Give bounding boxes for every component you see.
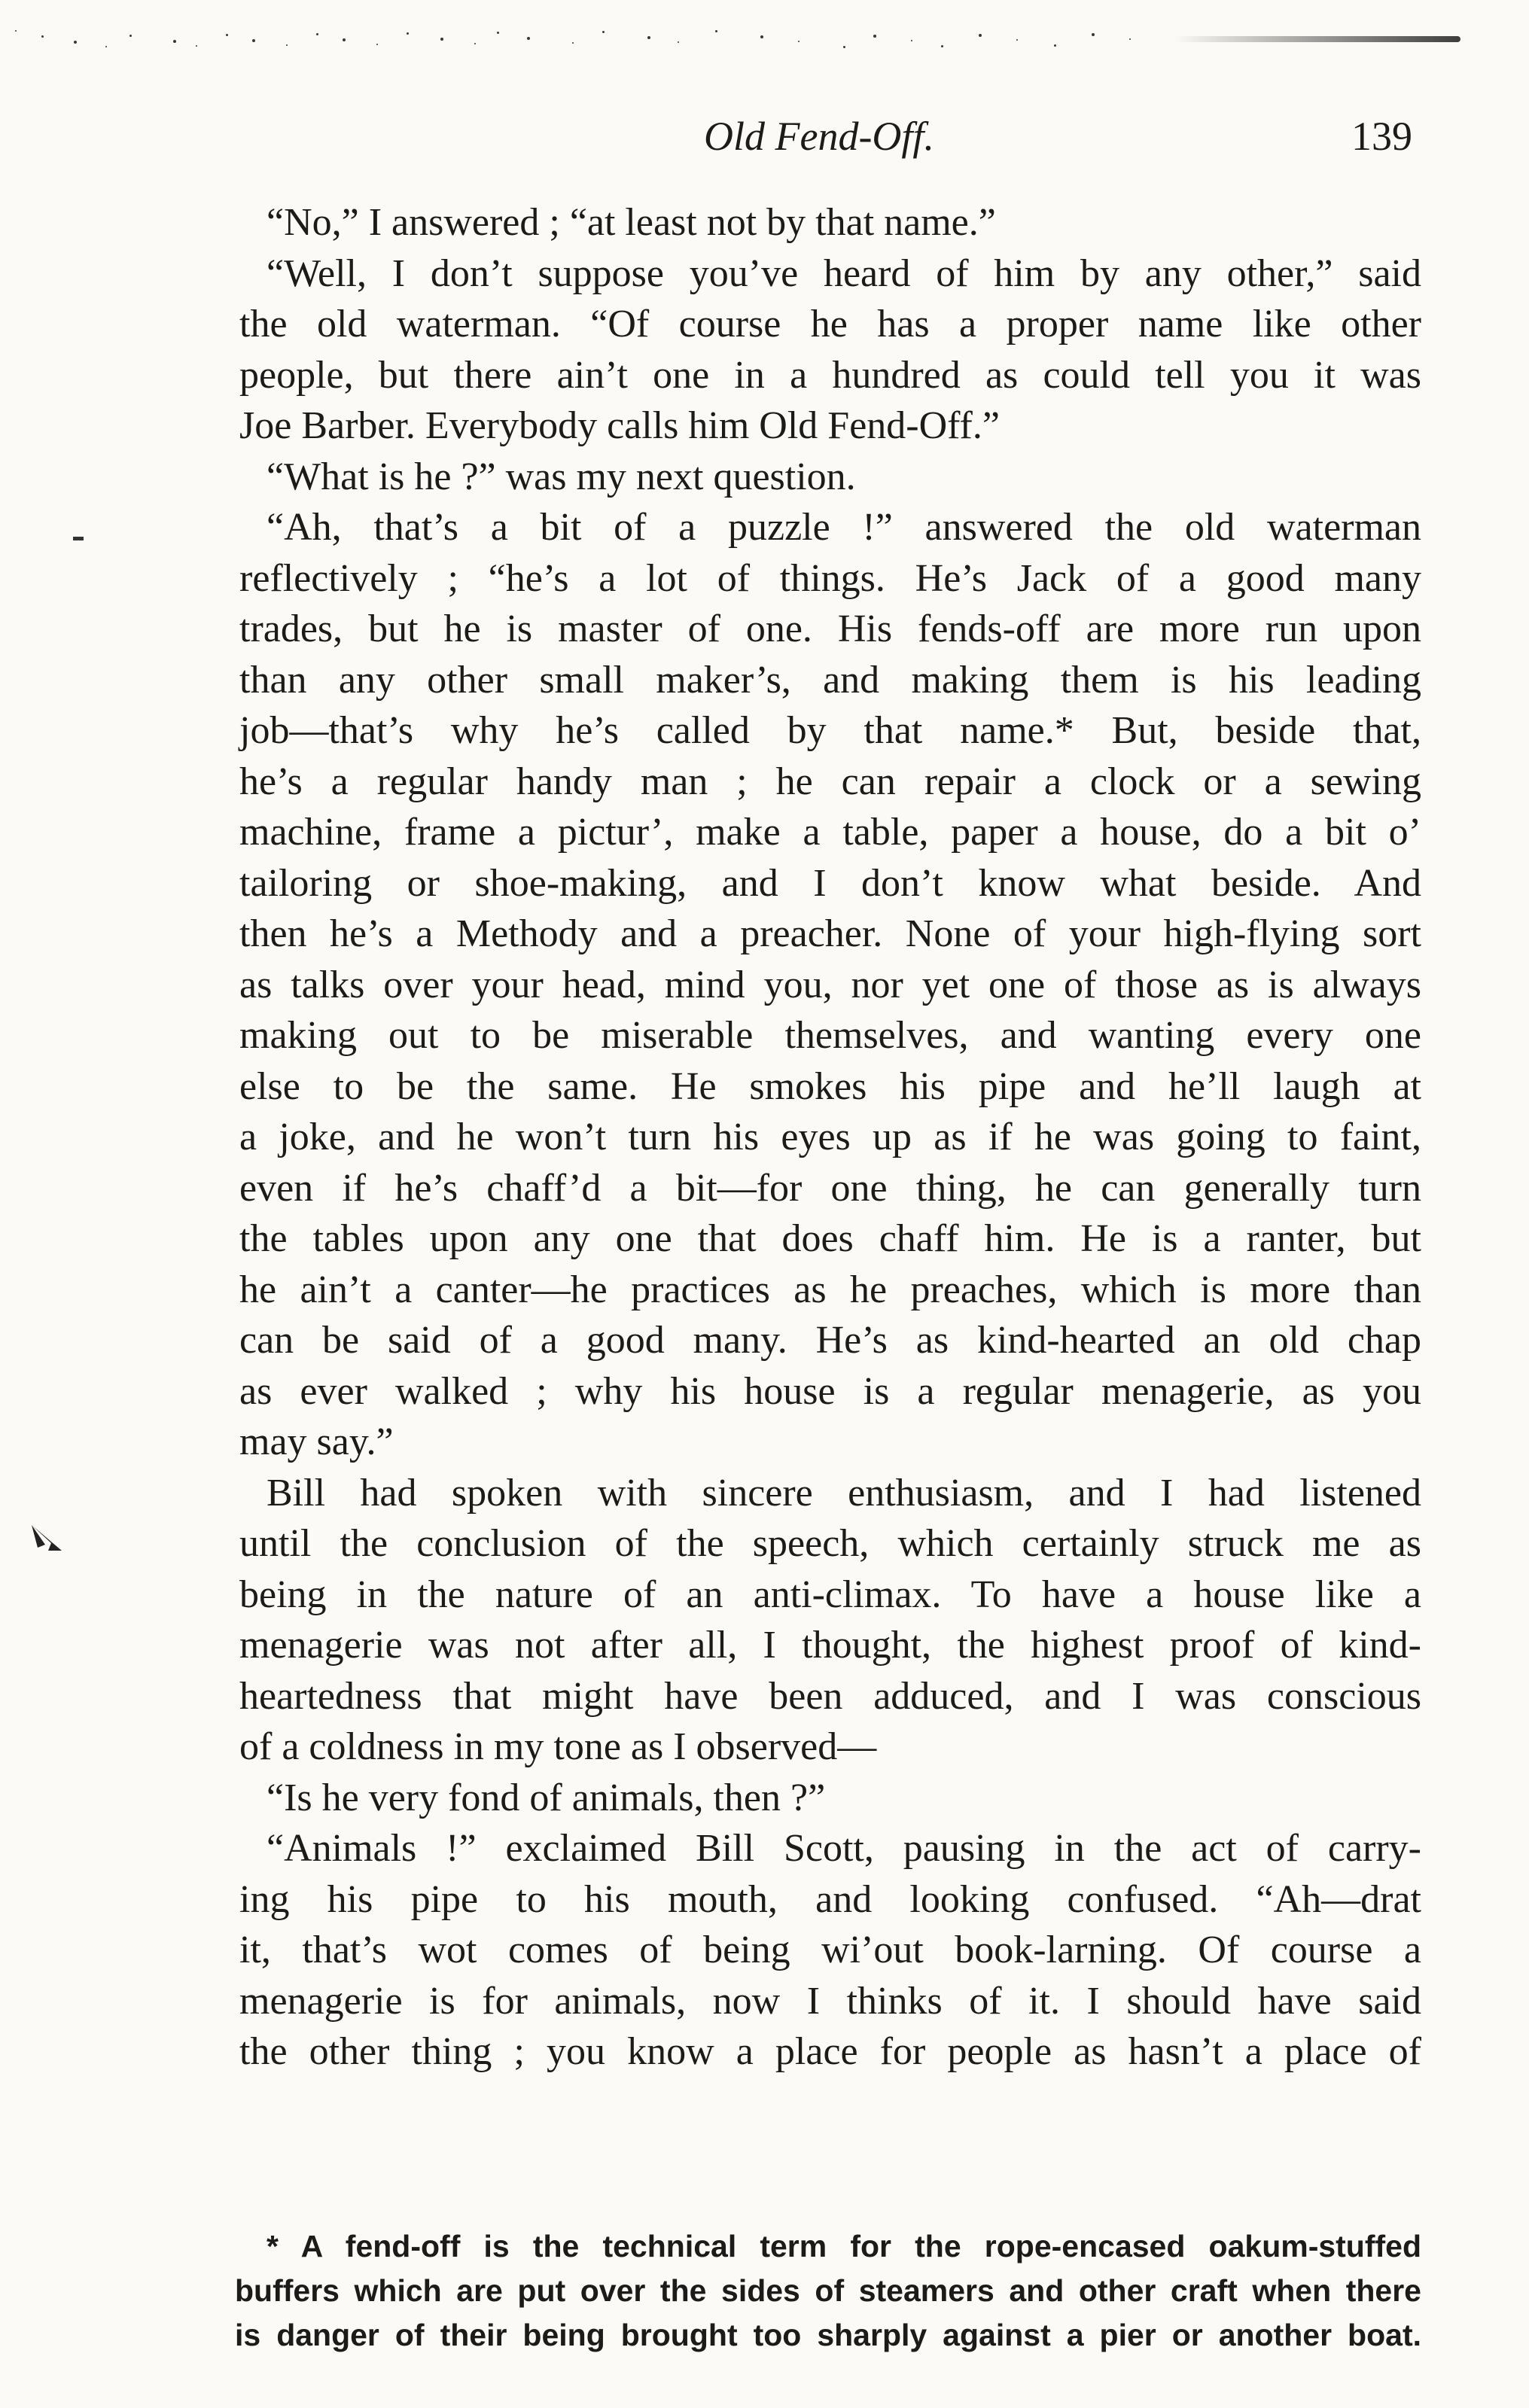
text-line: being in the nature of an anti-climax. To have a house like a [239,1572,1421,1616]
speck-mark [252,39,255,42]
text-line: then he’s a Methody and a preacher. None of your high-flying sort [239,912,1421,955]
speck-mark [873,35,876,38]
text-line: making out to be miserable themselves, and wanting every one [239,1014,1421,1057]
text-line: than any other small maker’s, and making them is his leading [239,658,1421,702]
text-line: it, that’s wot comes of being wi’out book-larning. Of course a [239,1929,1421,1971]
speck-mark [440,38,443,41]
speck-mark [41,35,44,38]
speck-mark [602,31,605,33]
text-line: the old waterman. “Of course he has a proper name like other [239,303,1421,346]
speck-mark [1129,38,1131,40]
text-line: he’s a regular handy man ; he can repair a clock or a sewing [239,760,1421,803]
text-line: “No,” I answered ; “at least not by that name.” [267,201,996,244]
text-line: Bill had spoken with sincere enthusiasm, and I had listened [267,1471,1421,1515]
speck-mark [941,45,943,47]
text-line: Joe Barber. Everybody calls him Old Fend-Off.” [239,404,1000,447]
speck-mark [843,46,845,48]
footnote [235,2224,1421,2358]
text-line: “Ah, that’s a bit of a puzzle !” answered the old waterman [267,506,1421,549]
text-line: may say.” [239,1420,394,1463]
running-title: Old Fend-Off. [704,114,934,159]
text-line: reflectively ; “he’s a lot of things. He’s Jack of a good many [239,556,1421,600]
text-line: until the conclusion of the speech, which certainly struck me as [239,1522,1421,1565]
speck-mark [798,41,800,42]
speck-mark [226,34,228,36]
speck-mark [474,43,476,44]
speck-mark [911,40,912,41]
margin-arrow-mark [29,1522,66,1555]
speck-mark [497,32,499,34]
speck-mark [316,33,318,35]
speck-mark [15,30,17,32]
text-line: menagerie is for animals, now I thinks of it. I should have said [239,1979,1421,2023]
top-margin-specks [0,27,1529,72]
text-line: is danger of their being brought too sharply against a pier or another boat. [235,2318,1421,2352]
speck-mark [678,41,679,43]
speck-mark [343,38,346,41]
speck-mark [129,35,132,37]
text-line: as talks over your head, mind you, nor yet one of those as is always [239,963,1421,1006]
body-text [239,197,1421,2078]
text-line: tailoring or shoe-making, and I don’t know what beside. And [239,861,1421,905]
text-line: ing his pipe to his mouth, and looking confused. “Ah—drat [239,1877,1421,1921]
speck-mark [979,34,982,37]
text-line: as ever walked ; why his house is a regular menagerie, as you [239,1369,1421,1413]
speck-mark [647,36,650,39]
text-line: “Well, I don’t suppose you’ve heard of him by any other,” said [267,251,1421,295]
text-line: “What is he ?” was my next question. [267,455,856,498]
speck-mark [1054,44,1056,47]
text-line: of a coldness in my tone as I observed— [239,1725,877,1768]
text-line: trades, but he is master of one. His fends-off are more run upon [239,607,1421,650]
text-line: “Animals !” exclaimed Bill Scott, pausing in the act of carry- [267,1827,1421,1870]
page-number: 139 [1351,114,1412,159]
text-line: a joke, and he won’t turn his eyes up as if he was going to faint, [239,1116,1421,1158]
text-line: even if he’s chaff’d a bit—for one thing, he can generally turn [239,1166,1421,1210]
text-line: * A fend-off is the technical term for the rope-encased oakum-stuffed [267,2229,1421,2263]
running-header [0,113,1529,173]
text-line: the tables upon any one that does chaff him. He is a ranter, but [239,1217,1421,1260]
text-line: can be said of a good many. He’s as kind-hearted an old chap [239,1319,1421,1362]
speck-mark [715,30,717,32]
text-line: buffers which are put over the sides of steamers and other craft when there [235,2273,1421,2308]
top-edge-rule [1174,36,1460,42]
speck-mark [286,44,288,46]
speck-mark [527,37,530,40]
text-line: menagerie was not after all, I thought, the highest proof of kind- [239,1624,1421,1667]
speck-mark [105,46,107,47]
text-line: “Is he very fond of animals, then ?” [267,1776,826,1819]
speck-mark [1016,39,1018,41]
speck-mark [74,41,77,44]
text-line: the other thing ; you know a place for people as hasn’t a place of [239,2030,1421,2073]
margin-dash-mark [73,537,84,540]
speck-mark [196,45,197,47]
text-line: machine, frame a pictur’, make a table, paper a house, do a bit o’ [239,811,1421,854]
speck-mark [1092,33,1095,36]
text-line: he ain’t a canter—he practices as he preaches, which is more than [239,1268,1421,1311]
speck-mark [760,35,763,38]
speck-mark [173,40,176,43]
text-line: job—that’s why he’s called by that name.* But, beside that, [239,709,1421,752]
speck-mark [572,42,574,44]
speck-mark [407,32,409,35]
text-line: people, but there ain’t one in a hundred as could tell you it was [239,353,1421,397]
text-line: heartedness that might have been adduced, and I was conscious [239,1674,1421,1718]
text-line: else to be the same. He smokes his pipe and he’ll laugh at [239,1064,1421,1108]
speck-mark [376,44,378,45]
